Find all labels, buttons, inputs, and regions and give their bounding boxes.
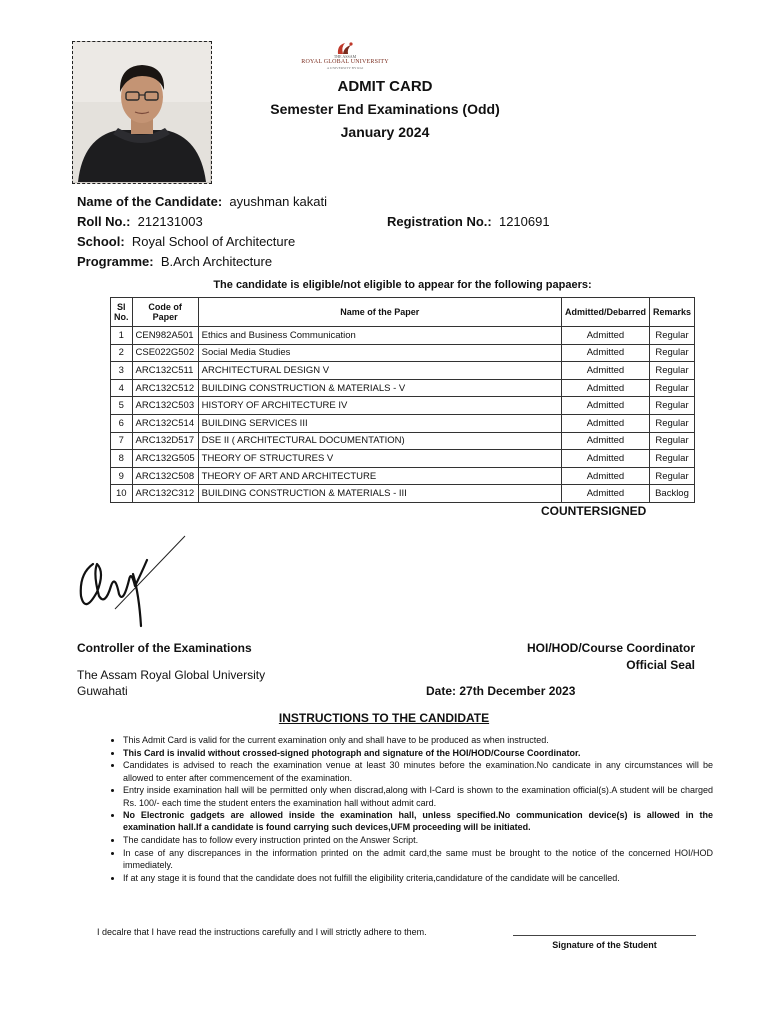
- cell-paper-name: ARCHITECTURAL DESIGN V: [198, 362, 561, 380]
- header-remarks: Remarks: [649, 298, 694, 327]
- cell-status: Admitted: [561, 327, 649, 345]
- table-row: [111, 379, 695, 397]
- controller-org: The Assam Royal Global University: [77, 668, 266, 682]
- candidate-photo-image: [73, 42, 210, 182]
- header-code: Code of Paper: [132, 298, 198, 327]
- instruction-item: • This Card is invalid without crossed-signed photograph and signature of the HOI/HOD/Course Coordinator.: [123, 747, 713, 759]
- header-admitted: Admitted/Debarred: [561, 298, 649, 327]
- cell-code: CSE022G502: [132, 344, 198, 362]
- cell-remarks: Regular: [649, 432, 694, 450]
- candidate-name-label: Name of the Candidate:: [77, 194, 223, 209]
- table-row: [111, 467, 695, 485]
- cell-code: ARC132G505: [132, 450, 198, 468]
- hod-title: HOI/HOD/Course Coordinator: [526, 641, 695, 655]
- cell-sl-no: 5: [111, 397, 133, 415]
- countersigned-label: COUNTERSIGNED: [541, 504, 647, 518]
- cell-status: Admitted: [561, 467, 649, 485]
- instruction-item: • The candidate has to follow every instruction printed on the Answer Script.: [123, 834, 713, 846]
- student-signature-line: [513, 935, 696, 936]
- page-title: ADMIT CARD: [337, 78, 433, 95]
- declaration-text: I decalre that I have read the instructions carefully and I will strictly adhere to them.: [97, 927, 427, 937]
- cell-code: ARC132C508: [132, 467, 198, 485]
- header-sl-no: Sl No.: [111, 298, 133, 327]
- cell-code: CEN982A501: [132, 327, 198, 345]
- header-paper-name: Name of the Paper: [198, 298, 561, 327]
- university-logo: [300, 41, 390, 77]
- table-row: [111, 344, 695, 362]
- cell-status: Admitted: [561, 414, 649, 432]
- controller-title: Controller of the Examinations: [77, 641, 252, 655]
- cell-sl-no: 3: [111, 362, 133, 380]
- cell-remarks: Regular: [649, 344, 694, 362]
- programme-row: [77, 254, 272, 269]
- cell-sl-no: 4: [111, 379, 133, 397]
- cell-status: Admitted: [561, 379, 649, 397]
- table-row: [111, 414, 695, 432]
- exam-subtitle: Semester End Examinations (Odd): [270, 101, 500, 117]
- cell-status: Admitted: [561, 450, 649, 468]
- cell-paper-name: THEORY OF STRUCTURES V: [198, 450, 561, 468]
- roll-label: Roll No.:: [77, 214, 131, 229]
- cell-status: Admitted: [561, 344, 649, 362]
- instruction-item: • In case of any discrepances in the information printed on the admit card,the same must be brought to the notice of the concerned HOI/HOD immediately.: [123, 847, 713, 871]
- cell-remarks: Regular: [649, 327, 694, 345]
- cell-code: ARC132C312: [132, 485, 198, 503]
- registration-number: 1210691: [498, 214, 550, 229]
- school-row: [77, 234, 295, 249]
- cell-paper-name: HISTORY OF ARCHITECTURE IV: [198, 397, 561, 415]
- eligibility-text: The candidate is eligible/not eligible to appear for the following papaers:: [213, 279, 592, 291]
- roll-row: [77, 214, 203, 229]
- logo-line3: A UNIVERSITY BY RGI: [326, 66, 364, 70]
- table-row: [111, 327, 695, 345]
- programme-name: B.Arch Architecture: [160, 254, 273, 269]
- candidate-photo: [72, 41, 212, 184]
- cell-paper-name: BUILDING SERVICES III: [198, 414, 561, 432]
- student-signature-label: Signature of the Student: [552, 940, 657, 950]
- cell-paper-name: THEORY OF ART AND ARCHITECTURE: [198, 467, 561, 485]
- instruction-item: • No Electronic gadgets are allowed inside the examination hall, unless specified.No communication device(s) is allowed in the examination hall.If a candidate is found carrying such devices,UFM proceeding will be initiated.: [123, 809, 713, 833]
- cell-remarks: Regular: [649, 379, 694, 397]
- cell-status: Admitted: [561, 485, 649, 503]
- registration-row: [387, 214, 550, 229]
- instructions-list: [107, 734, 713, 884]
- cell-remarks: Regular: [649, 414, 694, 432]
- instructions-title: INSTRUCTIONS TO THE CANDIDATE: [278, 711, 490, 725]
- roll-number: 212131003: [137, 214, 203, 229]
- cell-paper-name: DSE II ( ARCHITECTURAL DOCUMENTATION): [198, 432, 561, 450]
- cell-remarks: Regular: [649, 467, 694, 485]
- instruction-item: • This Admit Card is valid for the current examination only and shall have to be produced as when instructed.: [123, 734, 713, 746]
- cell-paper-name: BUILDING CONSTRUCTION & MATERIALS - III: [198, 485, 561, 503]
- table-row: [111, 397, 695, 415]
- cell-remarks: Regular: [649, 450, 694, 468]
- cell-paper-name: BUILDING CONSTRUCTION & MATERIALS - V: [198, 379, 561, 397]
- cell-sl-no: 9: [111, 467, 133, 485]
- registration-label: Registration No.:: [387, 214, 492, 229]
- issue-date: Date: 27th December 2023: [426, 684, 576, 698]
- cell-remarks: Regular: [649, 362, 694, 380]
- table-row: [111, 485, 695, 503]
- cell-code: ARC132D517: [132, 432, 198, 450]
- university-emblem-icon: [334, 41, 356, 55]
- cell-sl-no: 1: [111, 327, 133, 345]
- school-label: School:: [77, 234, 125, 249]
- table-header-row: [111, 298, 695, 327]
- instruction-item: • If at any stage it is found that the candidate does not fulfill the eligibility criteria,candidature of the candidate will be cancelled.: [123, 872, 713, 884]
- cell-paper-name: Ethics and Business Communication: [198, 327, 561, 345]
- cell-sl-no: 6: [111, 414, 133, 432]
- official-seal-label: Official Seal: [626, 658, 695, 672]
- cell-sl-no: 2: [111, 344, 133, 362]
- cell-paper-name: Social Media Studies: [198, 344, 561, 362]
- cell-code: ARC132C514: [132, 414, 198, 432]
- instruction-item: • Entry inside examination hall will be permitted only when discrad,along with I-Card is shown to the examination official(s).A student will be charged Rs. 100/- each time the student enters the examination hall without admit card.: [123, 784, 713, 808]
- controller-city: Guwahati: [77, 684, 128, 698]
- table-row: [111, 362, 695, 380]
- instruction-item: • Candidates is advised to reach the examination venue at least 30 minutes before the examination.No candicate in any circumstances will be allowed to enter after commencement of the examination.: [123, 759, 713, 783]
- cell-remarks: Backlog: [649, 485, 694, 503]
- logo-line2: ROYAL GLOBAL UNIVERSITY: [301, 59, 389, 65]
- logo-line1: THE ASSAM: [333, 54, 357, 59]
- programme-label: Programme:: [77, 254, 154, 269]
- candidate-name-row: [77, 194, 327, 209]
- cell-code: ARC132C503: [132, 397, 198, 415]
- exam-session: January 2024: [340, 124, 430, 140]
- cell-remarks: Regular: [649, 397, 694, 415]
- cell-code: ARC132C512: [132, 379, 198, 397]
- controller-signature: [75, 534, 190, 632]
- papers-table: [110, 297, 695, 503]
- school-name: Royal School of Architecture: [131, 234, 296, 249]
- cell-sl-no: 10: [111, 485, 133, 503]
- candidate-name: ayushman kakati: [229, 194, 327, 209]
- cell-status: Admitted: [561, 397, 649, 415]
- cell-code: ARC132C511: [132, 362, 198, 380]
- cell-sl-no: 7: [111, 432, 133, 450]
- table-row: [111, 432, 695, 450]
- cell-sl-no: 8: [111, 450, 133, 468]
- cell-status: Admitted: [561, 432, 649, 450]
- table-row: [111, 450, 695, 468]
- cell-status: Admitted: [561, 362, 649, 380]
